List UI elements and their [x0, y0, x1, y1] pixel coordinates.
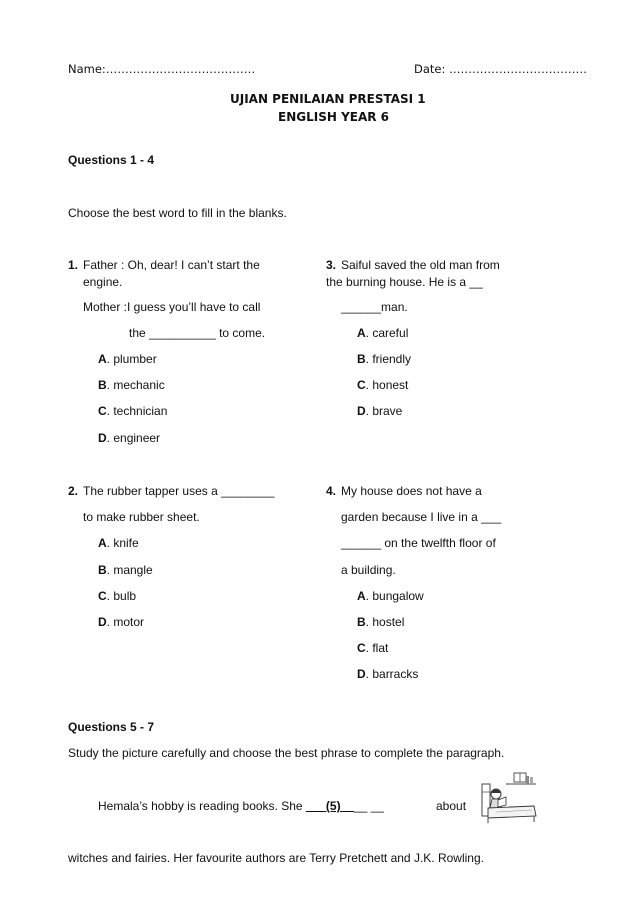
q1-line3: Mother :I guess you’ll have to call — [83, 300, 261, 314]
q4-number: 4. — [326, 484, 337, 498]
q2-option-b-text: . mangle — [106, 563, 153, 577]
q3-option-b-letter: B — [357, 352, 366, 366]
q4-option-b[interactable] — [357, 615, 404, 629]
q1-option-a[interactable] — [98, 352, 157, 366]
q1-option-a-text: . plumber — [106, 352, 157, 366]
paragraph-line1 — [98, 799, 384, 813]
q4-option-a-letter: A — [357, 589, 366, 603]
q2-option-c[interactable] — [98, 589, 136, 603]
q3-option-c[interactable] — [357, 378, 408, 392]
q3-option-a[interactable] — [357, 326, 408, 340]
q1-line1: Father : Oh, dear! I can’t start the — [83, 258, 260, 272]
q2-option-c-letter: C — [98, 589, 107, 603]
name-field-label: Name:………………………………… — [68, 62, 256, 76]
q3-option-a-text: . careful — [365, 326, 409, 340]
exam-subtitle: ENGLISH YEAR 6 — [278, 110, 390, 124]
q1-line4: the __________ to come. — [129, 326, 266, 340]
q1-line2: engine. — [83, 275, 123, 289]
section1-instruction: Choose the best word to fill in the blanks. — [68, 206, 287, 220]
girl-reading-picture — [476, 770, 538, 826]
q3-option-d-text: . brave — [365, 404, 403, 418]
q1-option-a-letter: A — [98, 352, 107, 366]
q3-line3: ______man. — [341, 300, 408, 314]
q1-option-d-text: . engineer — [106, 431, 161, 445]
q2-line2: to make rubber sheet. — [83, 510, 200, 524]
q1-option-b-letter: B — [98, 378, 107, 392]
section1-heading: Questions 1 - 4 — [68, 153, 155, 167]
q4-option-d[interactable] — [357, 667, 418, 681]
q4-option-c-text: . flat — [365, 641, 389, 655]
q1-option-c-text: . technician — [106, 404, 168, 418]
q1-option-b[interactable] — [98, 378, 165, 392]
paragraph-about: about — [436, 799, 467, 813]
q4-line3: ______ on the twelfth floor of — [341, 536, 496, 550]
q1-option-c-letter: C — [98, 404, 107, 418]
q3-option-b-text: . friendly — [365, 352, 412, 366]
q2-option-a[interactable] — [98, 536, 139, 550]
q4-option-b-letter: B — [357, 615, 366, 629]
q2-option-d[interactable] — [98, 615, 144, 629]
exam-title: UJIAN PENILAIAN PRESTASI 1 — [230, 92, 426, 106]
q3-option-b[interactable] — [357, 352, 411, 366]
paragraph-start: Hemala’s hobby is reading books. She — [98, 799, 306, 813]
blank-5: ___(5)__ — [305, 799, 354, 813]
q2-option-a-letter: A — [98, 536, 107, 550]
q4-option-a-text: . bungalow — [365, 589, 424, 603]
q4-option-d-letter: D — [357, 667, 366, 681]
section2-heading: Questions 5 - 7 — [68, 720, 155, 734]
q1-number: 1. — [68, 258, 79, 272]
q2-option-d-text: . motor — [106, 615, 145, 629]
q3-number: 3. — [326, 258, 337, 272]
q3-option-d-letter: D — [357, 404, 366, 418]
q4-line1: My house does not have a — [341, 484, 482, 498]
q1-option-c[interactable] — [98, 404, 167, 418]
q4-line4: a building. — [341, 563, 396, 577]
q4-option-a[interactable] — [357, 589, 424, 603]
q1-option-b-text: . mechanic — [106, 378, 165, 392]
q4-option-d-text: . barracks — [365, 667, 419, 681]
q3-option-d[interactable] — [357, 404, 402, 418]
q3-line1: Saiful saved the old man from — [341, 258, 500, 272]
q2-option-c-text: . bulb — [106, 589, 137, 603]
q2-number: 2. — [68, 484, 79, 498]
q2-option-a-text: . knife — [106, 536, 139, 550]
q1-option-d-letter: D — [98, 431, 107, 445]
q4-option-c-letter: C — [357, 641, 366, 655]
q3-option-c-letter: C — [357, 378, 366, 392]
q3-option-a-letter: A — [357, 326, 366, 340]
q2-option-d-letter: D — [98, 615, 107, 629]
q3-option-c-text: . honest — [365, 378, 409, 392]
q3-line2: the burning house. He is a __ — [326, 275, 483, 289]
q2-option-b[interactable] — [98, 563, 153, 577]
q4-option-b-text: . hostel — [365, 615, 405, 629]
date-field-label: Date: ……………………………… — [414, 62, 588, 76]
paragraph-line2: witches and fairies. Her favourite authors are Terry Pretchett and J.K. Rowling. — [68, 851, 484, 865]
q2-line1: The rubber tapper uses a ________ — [83, 484, 275, 498]
q1-option-d[interactable] — [98, 431, 160, 445]
q4-line2: garden because I live in a ___ — [341, 510, 502, 524]
q4-option-c[interactable] — [357, 641, 388, 655]
blank-tail: __ __ — [353, 799, 384, 813]
section2-instruction: Study the picture carefully and choose the best phrase to complete the paragraph. — [68, 746, 505, 760]
q2-option-b-letter: B — [98, 563, 107, 577]
